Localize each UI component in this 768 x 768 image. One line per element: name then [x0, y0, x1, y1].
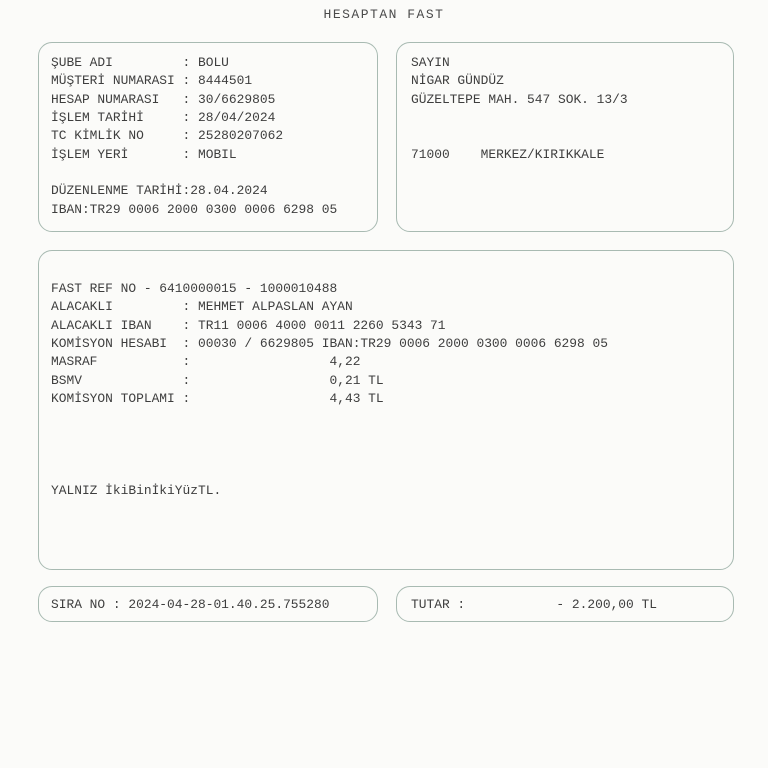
- amount-label: TUTAR :: [411, 596, 466, 612]
- account-line-txn-date: İŞLEM TARİHİ : 28/04/2024: [51, 110, 276, 126]
- amount-value: - 2.200,00 TL: [556, 596, 657, 612]
- txn-line-beneficiary-iban: ALACAKLI IBAN : TR11 0006 4000 0011 2260 5343 71: [51, 317, 446, 333]
- amount-box: [396, 586, 734, 622]
- recipient-line-blank-1: [411, 109, 725, 127]
- account-info-box: [38, 42, 378, 232]
- recipient-line-address: GÜZELTEPE MAH. 547 SOK. 13/3: [411, 91, 628, 107]
- account-line-txn-place: İŞLEM YERİ : MOBIL: [51, 146, 237, 162]
- txn-line-blank-1: [51, 408, 725, 426]
- txn-line-commission-total: KOMİSYON TOPLAMI : 4,43 TL: [51, 391, 384, 407]
- account-line-customer-no: MÜŞTERİ NUMARASI : 8444501: [51, 73, 253, 89]
- recipient-info-box: [396, 42, 734, 232]
- sequence-number-box: [38, 586, 378, 622]
- txn-line-fee: MASRAF : 4,22: [51, 354, 361, 370]
- recipient-line-name: NİGAR GÜNDÜZ: [411, 73, 504, 89]
- recipient-line-city: 71000 MERKEZ/KIRIKKALE: [411, 146, 605, 162]
- recipient-line-salutation: SAYIN: [411, 55, 450, 70]
- txn-line-blank-4: [51, 463, 725, 481]
- txn-line-commission-acct: KOMİSYON HESABI : 00030 / 6629805 IBAN:TR29 0006 2000 0300 0006 6298 05: [51, 336, 608, 352]
- account-line-iban: IBAN:TR29 0006 2000 0300 0006 6298 05: [51, 201, 338, 217]
- transaction-details-box: [38, 250, 734, 570]
- recipient-line-blank-2: [411, 127, 725, 145]
- sequence-number-text: SIRA NO : 2024-04-28-01.40.25.755280: [51, 596, 330, 612]
- txn-line-beneficiary: ALACAKLI : MEHMET ALPASLAN AYAN: [51, 299, 353, 315]
- txn-line-amount-in-words: YALNIZ İkiBinİkiYüzTL.: [51, 482, 222, 498]
- txn-line-bsmv: BSMV : 0,21 TL: [51, 372, 384, 388]
- txn-line-blank-2: [51, 427, 725, 445]
- document-title: HESAPTAN FAST: [323, 7, 445, 22]
- account-line-blank: [51, 164, 369, 182]
- txn-line-blank-3: [51, 445, 725, 463]
- account-line-branch: ŞUBE ADI : BOLU: [51, 55, 229, 70]
- account-line-account-no: HESAP NUMARASI : 30/6629805: [51, 91, 276, 107]
- txn-line-fast-ref: FAST REF NO - 6410000015 - 1000010488: [51, 281, 338, 296]
- account-line-issue-date: DÜZENLENME TARİHİ:28.04.2024: [51, 183, 268, 199]
- account-line-tc-id: TC KİMLİK NO : 25280207062: [51, 128, 284, 144]
